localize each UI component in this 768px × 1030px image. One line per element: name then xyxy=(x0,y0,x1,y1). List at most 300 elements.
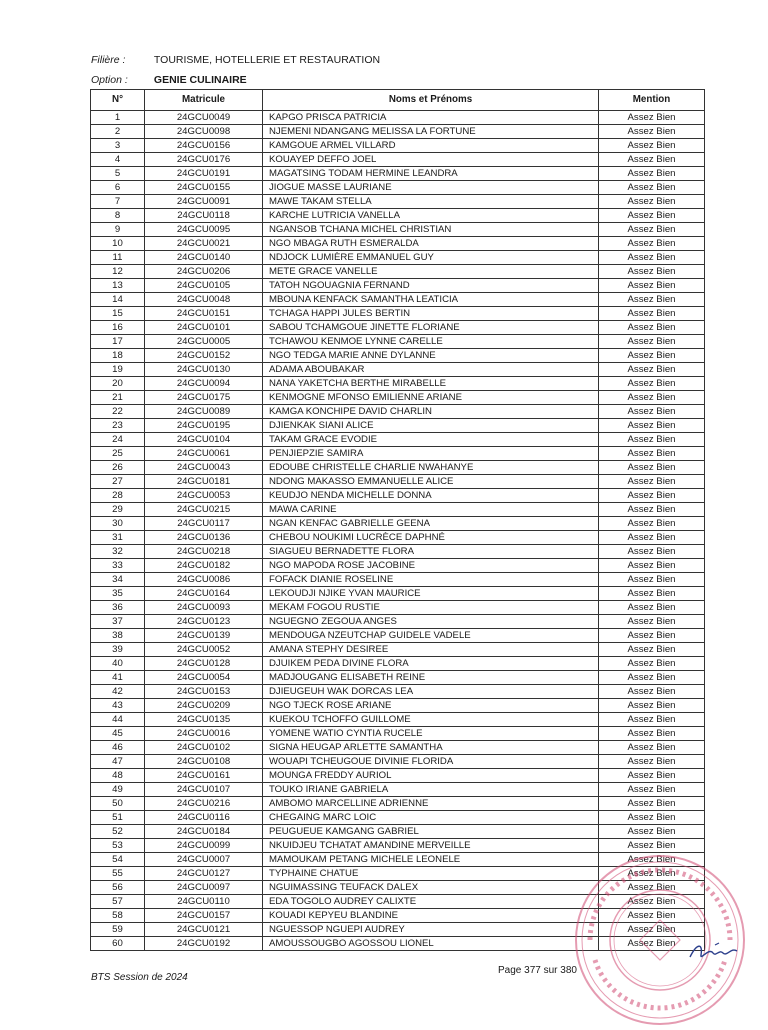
cell-mention: Assez Bien xyxy=(599,475,705,489)
cell-mention: Assez Bien xyxy=(599,797,705,811)
cell-number: 27 xyxy=(91,475,145,489)
cell-matricule: 24GCU0218 xyxy=(145,545,263,559)
cell-matricule: 24GCU0195 xyxy=(145,419,263,433)
table-row xyxy=(91,587,705,601)
cell-name: NGUEGNO ZEGOUA ANGES xyxy=(263,615,599,629)
cell-name: NDONG MAKASSO EMMANUELLE ALICE xyxy=(263,475,599,489)
cell-mention: Assez Bien xyxy=(599,503,705,517)
cell-mention: Assez Bien xyxy=(599,895,705,909)
cell-mention: Assez Bien xyxy=(599,601,705,615)
cell-number: 54 xyxy=(91,853,145,867)
cell-name: FOFACK DIANIE ROSELINE xyxy=(263,573,599,587)
cell-mention: Assez Bien xyxy=(599,881,705,895)
cell-number: 44 xyxy=(91,713,145,727)
cell-name: NGO MBAGA RUTH ESMERALDA xyxy=(263,237,599,251)
cell-number: 53 xyxy=(91,839,145,853)
cell-number: 45 xyxy=(91,727,145,741)
cell-name: EDA TOGOLO AUDREY CALIXTE xyxy=(263,895,599,909)
table-row xyxy=(91,601,705,615)
cell-name: AMBOMO MARCELLINE ADRIENNE xyxy=(263,797,599,811)
table-row xyxy=(91,209,705,223)
signature xyxy=(685,935,745,965)
cell-name: YOMENE WATIO CYNTIA RUCELE xyxy=(263,727,599,741)
results-table xyxy=(90,89,705,951)
cell-matricule: 24GCU0097 xyxy=(145,881,263,895)
cell-name: KARCHE LUTRICIA VANELLA xyxy=(263,209,599,223)
cell-mention: Assez Bien xyxy=(599,167,705,181)
cell-matricule: 24GCU0215 xyxy=(145,503,263,517)
cell-mention: Assez Bien xyxy=(599,377,705,391)
cell-number: 32 xyxy=(91,545,145,559)
table-row xyxy=(91,237,705,251)
cell-mention: Assez Bien xyxy=(599,391,705,405)
cell-mention: Assez Bien xyxy=(599,769,705,783)
cell-number: 46 xyxy=(91,741,145,755)
results-body xyxy=(91,111,705,951)
cell-name: NANA YAKETCHA BERTHE MIRABELLE xyxy=(263,377,599,391)
cell-name: MAWE TAKAM STELLA xyxy=(263,195,599,209)
cell-matricule: 24GCU0206 xyxy=(145,265,263,279)
cell-number: 38 xyxy=(91,629,145,643)
cell-mention: Assez Bien xyxy=(599,265,705,279)
table-row xyxy=(91,769,705,783)
cell-name: EDOUBE CHRISTELLE CHARLIE NWAHANYE xyxy=(263,461,599,475)
table-row xyxy=(91,279,705,293)
cell-number: 19 xyxy=(91,363,145,377)
table-row xyxy=(91,139,705,153)
cell-number: 16 xyxy=(91,321,145,335)
cell-matricule: 24GCU0098 xyxy=(145,125,263,139)
cell-matricule: 24GCU0191 xyxy=(145,167,263,181)
cell-number: 34 xyxy=(91,573,145,587)
cell-mention: Assez Bien xyxy=(599,923,705,937)
cell-number: 52 xyxy=(91,825,145,839)
cell-matricule: 24GCU0152 xyxy=(145,349,263,363)
column-header-mention: Mention xyxy=(599,90,705,111)
cell-mention: Assez Bien xyxy=(599,349,705,363)
cell-name: NGO MAPODA ROSE JACOBINE xyxy=(263,559,599,573)
cell-mention: Assez Bien xyxy=(599,713,705,727)
cell-matricule: 24GCU0105 xyxy=(145,279,263,293)
table-row xyxy=(91,517,705,531)
cell-mention: Assez Bien xyxy=(599,307,705,321)
cell-name: NDJOCK LUMIÈRE EMMANUEL GUY xyxy=(263,251,599,265)
cell-matricule: 24GCU0091 xyxy=(145,195,263,209)
cell-name: NGUIMASSING TEUFACK DALEX xyxy=(263,881,599,895)
cell-number: 33 xyxy=(91,559,145,573)
cell-mention: Assez Bien xyxy=(599,279,705,293)
cell-mention: Assez Bien xyxy=(599,517,705,531)
table-row xyxy=(91,755,705,769)
table-row xyxy=(91,447,705,461)
cell-name: AMANA STEPHY DESIREE xyxy=(263,643,599,657)
cell-name: KOUAYEP DEFFO JOEL xyxy=(263,153,599,167)
table-row xyxy=(91,391,705,405)
cell-mention: Assez Bien xyxy=(599,629,705,643)
cell-matricule: 24GCU0102 xyxy=(145,741,263,755)
cell-number: 11 xyxy=(91,251,145,265)
cell-matricule: 24GCU0116 xyxy=(145,811,263,825)
cell-name: KAMGA KONCHIPE DAVID CHARLIN xyxy=(263,405,599,419)
cell-matricule: 24GCU0093 xyxy=(145,601,263,615)
cell-name: TCHAWOU KENMOE LYNNE CARELLE xyxy=(263,335,599,349)
option-value: GENIE CULINAIRE xyxy=(153,74,247,86)
cell-mention: Assez Bien xyxy=(599,615,705,629)
cell-name: NJEMENI NDANGANG MELISSA LA FORTUNE xyxy=(263,125,599,139)
cell-mention: Assez Bien xyxy=(599,671,705,685)
cell-mention: Assez Bien xyxy=(599,699,705,713)
cell-matricule: 24GCU0156 xyxy=(145,139,263,153)
cell-matricule: 24GCU0164 xyxy=(145,587,263,601)
cell-name: CHEGAING MARC LOIC xyxy=(263,811,599,825)
table-row xyxy=(91,335,705,349)
cell-matricule: 24GCU0094 xyxy=(145,377,263,391)
cell-mention: Assez Bien xyxy=(599,531,705,545)
cell-name: NGO TJECK ROSE ARIANE xyxy=(263,699,599,713)
cell-number: 18 xyxy=(91,349,145,363)
cell-name: KOUADI KEPYEU BLANDINE xyxy=(263,909,599,923)
cell-matricule: 24GCU0053 xyxy=(145,489,263,503)
cell-mention: Assez Bien xyxy=(599,139,705,153)
table-row xyxy=(91,167,705,181)
cell-matricule: 24GCU0175 xyxy=(145,391,263,405)
cell-number: 51 xyxy=(91,811,145,825)
table-row xyxy=(91,321,705,335)
cell-matricule: 24GCU0043 xyxy=(145,461,263,475)
cell-name: MEKAM FOGOU RUSTIE xyxy=(263,601,599,615)
cell-number: 59 xyxy=(91,923,145,937)
cell-number: 50 xyxy=(91,797,145,811)
cell-matricule: 24GCU0110 xyxy=(145,895,263,909)
cell-mention: Assez Bien xyxy=(599,405,705,419)
cell-number: 7 xyxy=(91,195,145,209)
cell-name: MAMOUKAM PETANG MICHELE LEONELE xyxy=(263,853,599,867)
cell-matricule: 24GCU0127 xyxy=(145,867,263,881)
cell-name: JIOGUE MASSE LAURIANE xyxy=(263,181,599,195)
cell-mention: Assez Bien xyxy=(599,755,705,769)
cell-number: 13 xyxy=(91,279,145,293)
cell-mention: Assez Bien xyxy=(599,447,705,461)
cell-number: 47 xyxy=(91,755,145,769)
cell-number: 55 xyxy=(91,867,145,881)
table-row xyxy=(91,307,705,321)
cell-matricule: 24GCU0021 xyxy=(145,237,263,251)
cell-name: TCHAGA HAPPI JULES BERTIN xyxy=(263,307,599,321)
filiere-value: TOURISME, HOTELLERIE ET RESTAURATION xyxy=(153,54,381,66)
footer-session: BTS Session de 2024 xyxy=(91,972,188,983)
table-row xyxy=(91,657,705,671)
cell-mention: Assez Bien xyxy=(599,153,705,167)
cell-name: MENDOUGA NZEUTCHAP GUIDELE VADELE xyxy=(263,629,599,643)
column-header-number: N° xyxy=(91,90,145,111)
filiere-line xyxy=(91,54,380,66)
cell-number: 10 xyxy=(91,237,145,251)
cell-number: 43 xyxy=(91,699,145,713)
cell-name: SIGNA HEUGAP ARLETTE SAMANTHA xyxy=(263,741,599,755)
cell-mention: Assez Bien xyxy=(599,363,705,377)
cell-matricule: 24GCU0104 xyxy=(145,433,263,447)
cell-matricule: 24GCU0209 xyxy=(145,699,263,713)
cell-name: NGANSOB TCHANA MICHEL CHRISTIAN xyxy=(263,223,599,237)
cell-number: 8 xyxy=(91,209,145,223)
cell-matricule: 24GCU0049 xyxy=(145,111,263,125)
cell-matricule: 24GCU0007 xyxy=(145,853,263,867)
cell-name: MAWA CARINE xyxy=(263,503,599,517)
table-row xyxy=(91,559,705,573)
cell-number: 24 xyxy=(91,433,145,447)
table-row xyxy=(91,503,705,517)
table-row xyxy=(91,545,705,559)
cell-mention: Assez Bien xyxy=(599,853,705,867)
table-row xyxy=(91,125,705,139)
table-row xyxy=(91,223,705,237)
table-row xyxy=(91,377,705,391)
cell-matricule: 24GCU0130 xyxy=(145,363,263,377)
option-line xyxy=(91,74,247,86)
table-row xyxy=(91,643,705,657)
table-row xyxy=(91,671,705,685)
cell-number: 60 xyxy=(91,937,145,951)
table-row xyxy=(91,419,705,433)
table-row xyxy=(91,531,705,545)
cell-name: NGO TEDGA MARIE ANNE DYLANNE xyxy=(263,349,599,363)
cell-number: 39 xyxy=(91,643,145,657)
cell-matricule: 24GCU0107 xyxy=(145,783,263,797)
cell-matricule: 24GCU0086 xyxy=(145,573,263,587)
cell-matricule: 24GCU0157 xyxy=(145,909,263,923)
cell-number: 17 xyxy=(91,335,145,349)
cell-number: 26 xyxy=(91,461,145,475)
cell-name: KENMOGNE MFONSO EMILIENNE ARIANE xyxy=(263,391,599,405)
table-row xyxy=(91,181,705,195)
cell-name: NGUESSOP NGUEPI AUDREY xyxy=(263,923,599,937)
cell-number: 48 xyxy=(91,769,145,783)
cell-mention: Assez Bien xyxy=(599,461,705,475)
cell-matricule: 24GCU0176 xyxy=(145,153,263,167)
cell-name: KAMGOUE ARMEL VILLARD xyxy=(263,139,599,153)
cell-name: CHEBOU NOUKIMI LUCRÈCE DAPHNÉ xyxy=(263,531,599,545)
table-row xyxy=(91,727,705,741)
table-row xyxy=(91,615,705,629)
cell-number: 29 xyxy=(91,503,145,517)
table-row xyxy=(91,783,705,797)
cell-number: 31 xyxy=(91,531,145,545)
cell-mention: Assez Bien xyxy=(599,293,705,307)
cell-name: NKUIDJEU TCHATAT AMANDINE MERVEILLE xyxy=(263,839,599,853)
table-row xyxy=(91,153,705,167)
table-row xyxy=(91,573,705,587)
cell-matricule: 24GCU0181 xyxy=(145,475,263,489)
cell-matricule: 24GCU0108 xyxy=(145,755,263,769)
cell-mention: Assez Bien xyxy=(599,335,705,349)
cell-number: 21 xyxy=(91,391,145,405)
cell-mention: Assez Bien xyxy=(599,195,705,209)
cell-number: 28 xyxy=(91,489,145,503)
table-row xyxy=(91,811,705,825)
table-row xyxy=(91,293,705,307)
cell-matricule: 24GCU0095 xyxy=(145,223,263,237)
table-row xyxy=(91,405,705,419)
cell-number: 6 xyxy=(91,181,145,195)
cell-number: 49 xyxy=(91,783,145,797)
table-row xyxy=(91,741,705,755)
cell-mention: Assez Bien xyxy=(599,909,705,923)
cell-number: 35 xyxy=(91,587,145,601)
cell-mention: Assez Bien xyxy=(599,545,705,559)
cell-mention: Assez Bien xyxy=(599,251,705,265)
cell-name: MAGATSING TODAM HERMINE LEANDRA xyxy=(263,167,599,181)
table-row xyxy=(91,685,705,699)
cell-matricule: 24GCU0089 xyxy=(145,405,263,419)
cell-name: TYPHAINE CHATUE xyxy=(263,867,599,881)
cell-matricule: 24GCU0054 xyxy=(145,671,263,685)
cell-matricule: 24GCU0121 xyxy=(145,923,263,937)
cell-number: 5 xyxy=(91,167,145,181)
cell-matricule: 24GCU0136 xyxy=(145,531,263,545)
cell-number: 22 xyxy=(91,405,145,419)
cell-name: MBOUNA KENFACK SAMANTHA LEATICIA xyxy=(263,293,599,307)
cell-mention: Assez Bien xyxy=(599,573,705,587)
cell-matricule: 24GCU0182 xyxy=(145,559,263,573)
cell-number: 2 xyxy=(91,125,145,139)
cell-name: METE GRACE VANELLE xyxy=(263,265,599,279)
cell-mention: Assez Bien xyxy=(599,937,705,951)
cell-mention: Assez Bien xyxy=(599,685,705,699)
cell-name: DJUIKEM PEDA DIVINE FLORA xyxy=(263,657,599,671)
cell-matricule: 24GCU0161 xyxy=(145,769,263,783)
cell-mention: Assez Bien xyxy=(599,867,705,881)
cell-name: NGAN KENFAC GABRIELLE GEENA xyxy=(263,517,599,531)
cell-matricule: 24GCU0216 xyxy=(145,797,263,811)
cell-number: 36 xyxy=(91,601,145,615)
cell-name: KUEKOU TCHOFFO GUILLOME xyxy=(263,713,599,727)
cell-mention: Assez Bien xyxy=(599,181,705,195)
cell-matricule: 24GCU0192 xyxy=(145,937,263,951)
table-row xyxy=(91,349,705,363)
cell-mention: Assez Bien xyxy=(599,839,705,853)
cell-name: TOUKO IRIANE GABRIELA xyxy=(263,783,599,797)
cell-mention: Assez Bien xyxy=(599,111,705,125)
table-row xyxy=(91,251,705,265)
cell-name: LEKOUDJI NJIKE YVAN MAURICE xyxy=(263,587,599,601)
cell-name: KEUDJO NENDA MICHELLE DONNA xyxy=(263,489,599,503)
cell-number: 1 xyxy=(91,111,145,125)
table-row xyxy=(91,489,705,503)
cell-matricule: 24GCU0153 xyxy=(145,685,263,699)
cell-number: 58 xyxy=(91,909,145,923)
cell-number: 41 xyxy=(91,671,145,685)
cell-number: 20 xyxy=(91,377,145,391)
cell-matricule: 24GCU0118 xyxy=(145,209,263,223)
footer-page-number: Page 377 sur 380 xyxy=(498,965,577,976)
cell-number: 56 xyxy=(91,881,145,895)
cell-matricule: 24GCU0139 xyxy=(145,629,263,643)
cell-name: PENJIEPZIE SAMIRA xyxy=(263,447,599,461)
cell-name: PEUGUEUE KAMGANG GABRIEL xyxy=(263,825,599,839)
cell-mention: Assez Bien xyxy=(599,489,705,503)
cell-matricule: 24GCU0140 xyxy=(145,251,263,265)
cell-mention: Assez Bien xyxy=(599,741,705,755)
cell-name: TATOH NGOUAGNIA FERNAND xyxy=(263,279,599,293)
cell-mention: Assez Bien xyxy=(599,237,705,251)
cell-mention: Assez Bien xyxy=(599,587,705,601)
cell-number: 9 xyxy=(91,223,145,237)
option-label: Option : xyxy=(91,74,128,86)
cell-number: 25 xyxy=(91,447,145,461)
cell-mention: Assez Bien xyxy=(599,643,705,657)
cell-name: DJIEUGEUH WAK DORCAS LEA xyxy=(263,685,599,699)
cell-name: WOUAPI TCHEUGOUE DIVINIE FLORIDA xyxy=(263,755,599,769)
cell-matricule: 24GCU0052 xyxy=(145,643,263,657)
table-row xyxy=(91,195,705,209)
cell-matricule: 24GCU0016 xyxy=(145,727,263,741)
cell-name: MOUNGA FREDDY AURIOL xyxy=(263,769,599,783)
cell-number: 12 xyxy=(91,265,145,279)
cell-name: ADAMA ABOUBAKAR xyxy=(263,363,599,377)
cell-number: 14 xyxy=(91,293,145,307)
cell-matricule: 24GCU0005 xyxy=(145,335,263,349)
cell-number: 4 xyxy=(91,153,145,167)
cell-mention: Assez Bien xyxy=(599,321,705,335)
column-header-names: Noms et Prénoms xyxy=(263,90,599,111)
cell-number: 37 xyxy=(91,615,145,629)
cell-mention: Assez Bien xyxy=(599,223,705,237)
filiere-label: Filière : xyxy=(91,54,126,66)
cell-name: KAPGO PRISCA PATRICIA xyxy=(263,111,599,125)
cell-name: DJIENKAK SIANI ALICE xyxy=(263,419,599,433)
table-row xyxy=(91,461,705,475)
table-row xyxy=(91,699,705,713)
cell-matricule: 24GCU0101 xyxy=(145,321,263,335)
cell-matricule: 24GCU0128 xyxy=(145,657,263,671)
cell-name: SABOU TCHAMGOUE JINETTE FLORIANE xyxy=(263,321,599,335)
cell-mention: Assez Bien xyxy=(599,433,705,447)
cell-matricule: 24GCU0061 xyxy=(145,447,263,461)
cell-matricule: 24GCU0123 xyxy=(145,615,263,629)
cell-matricule: 24GCU0117 xyxy=(145,517,263,531)
table-header-row xyxy=(91,90,705,111)
table-row xyxy=(91,265,705,279)
cell-mention: Assez Bien xyxy=(599,559,705,573)
cell-matricule: 24GCU0151 xyxy=(145,307,263,321)
table-row xyxy=(91,475,705,489)
cell-mention: Assez Bien xyxy=(599,209,705,223)
cell-number: 3 xyxy=(91,139,145,153)
cell-matricule: 24GCU0184 xyxy=(145,825,263,839)
cell-mention: Assez Bien xyxy=(599,783,705,797)
table-row xyxy=(91,629,705,643)
cell-name: AMOUSSOUGBO AGOSSOU LIONEL xyxy=(263,937,599,951)
cell-mention: Assez Bien xyxy=(599,419,705,433)
column-header-matricule: Matricule xyxy=(145,90,263,111)
cell-mention: Assez Bien xyxy=(599,825,705,839)
cell-mention: Assez Bien xyxy=(599,657,705,671)
cell-number: 42 xyxy=(91,685,145,699)
table-row xyxy=(91,111,705,125)
cell-number: 15 xyxy=(91,307,145,321)
cell-name: MADJOUGANG ELISABETH REINE xyxy=(263,671,599,685)
table-row xyxy=(91,363,705,377)
cell-number: 40 xyxy=(91,657,145,671)
cell-number: 30 xyxy=(91,517,145,531)
cell-matricule: 24GCU0099 xyxy=(145,839,263,853)
cell-number: 57 xyxy=(91,895,145,909)
cell-number: 23 xyxy=(91,419,145,433)
cell-mention: Assez Bien xyxy=(599,125,705,139)
cell-mention: Assez Bien xyxy=(599,727,705,741)
cell-mention: Assez Bien xyxy=(599,811,705,825)
cell-name: SIAGUEU BERNADETTE FLORA xyxy=(263,545,599,559)
